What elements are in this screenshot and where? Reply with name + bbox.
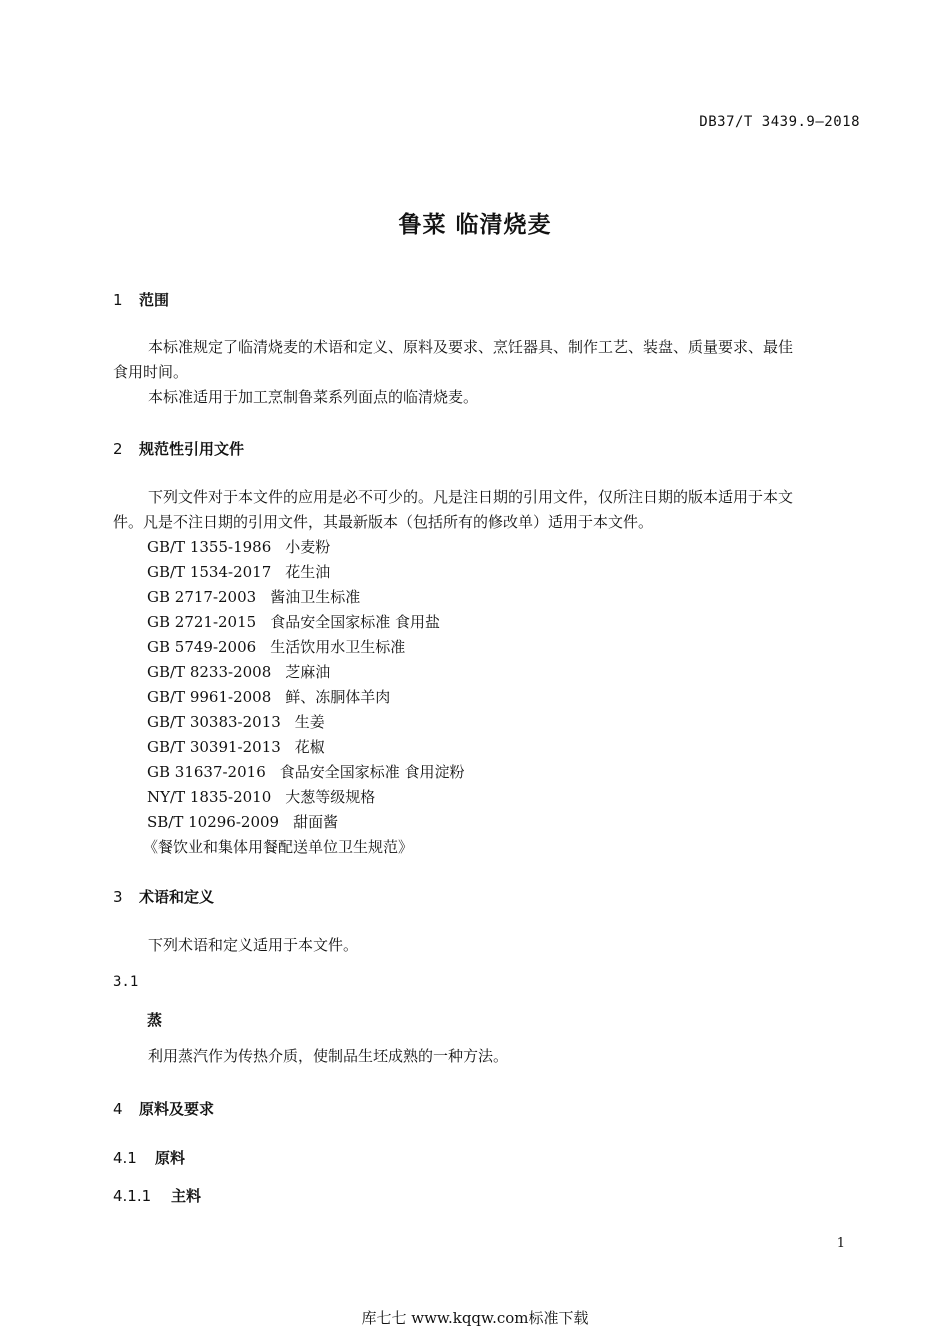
reference-item <box>147 786 375 807</box>
reference-name: 酱油卫生标准 <box>270 588 361 606</box>
reference-name: 食品安全国家标准 食用盐 <box>270 613 440 631</box>
reference-code: GB 2721-2015 <box>147 613 257 631</box>
section-title: 术语和定义 <box>139 888 215 906</box>
paragraph-line: 食用时间。 <box>113 363 189 381</box>
section-4-heading <box>113 1098 214 1119</box>
section-1-paragraph-2 <box>113 385 861 410</box>
paragraph-line: 本标准规定了临清烧麦的术语和定义、原料及要求、烹饪器具、制作工艺、装盘、质量要求、最佳 <box>148 338 794 356</box>
reference-name: 芝麻油 <box>285 663 331 681</box>
document-code: DB37/T 3439.9—2018 <box>699 114 860 130</box>
section-1-paragraph-1 <box>113 335 861 385</box>
reference-name: 鲜、冻胴体羊肉 <box>285 688 391 706</box>
reference-name: 生姜 <box>294 713 325 731</box>
reference-item <box>147 761 465 782</box>
reference-code: GB 5749-2006 <box>147 638 257 656</box>
reference-name: 小麦粉 <box>285 538 331 556</box>
reference-code: NY/T 1835-2010 <box>147 788 272 806</box>
reference-name: 大葱等级规格 <box>285 788 376 806</box>
section-title: 范围 <box>139 291 170 309</box>
section-3-heading <box>113 886 214 907</box>
reference-code: GB 31637-2016 <box>147 763 266 781</box>
section-title: 主料 <box>171 1187 202 1205</box>
reference-item <box>147 636 405 657</box>
section-title: 规范性引用文件 <box>139 440 245 458</box>
section-title: 原料及要求 <box>139 1100 215 1118</box>
paragraph-line: 利用蒸汽作为传热介质，使制品生坯成熟的一种方法。 <box>148 1047 509 1065</box>
reference-code: GB/T 8233-2008 <box>147 663 272 681</box>
reference-code: GB 2717-2003 <box>147 588 257 606</box>
term-name: 蒸 <box>147 1011 163 1029</box>
section-3-paragraph <box>113 933 861 958</box>
reference-code: GB/T 30391-2013 <box>147 738 281 756</box>
reference-name: 花生油 <box>285 563 331 581</box>
reference-item <box>147 661 330 682</box>
term-definition <box>113 1044 861 1069</box>
reference-item <box>147 711 325 732</box>
section-title: 原料 <box>155 1149 186 1167</box>
reference-item <box>147 811 338 832</box>
section-number: 4.1.1 <box>113 1187 152 1205</box>
reference-code: GB/T 30383-2013 <box>147 713 281 731</box>
reference-name: 生活饮用水卫生标准 <box>270 638 406 656</box>
reference-code: SB/T 10296-2009 <box>147 813 280 831</box>
page-number: 1 <box>836 1236 845 1251</box>
reference-code: GB/T 1355-1986 <box>147 538 272 556</box>
reference-item <box>147 536 330 557</box>
reference-code: GB/T 1534-2017 <box>147 563 272 581</box>
reference-item <box>147 586 360 607</box>
subsection-4-1-1-heading <box>113 1185 201 1206</box>
section-2-heading <box>113 438 244 459</box>
section-2-paragraph <box>113 485 861 535</box>
section-1-heading <box>113 289 169 310</box>
term-number: 3.1 <box>113 974 139 990</box>
section-number: 4 <box>113 1100 123 1118</box>
reference-name: 甜面酱 <box>293 813 339 831</box>
reference-name: 花椒 <box>294 738 325 756</box>
section-number: 3 <box>113 888 123 906</box>
section-number: 1 <box>113 291 123 309</box>
reference-item <box>147 611 440 632</box>
section-number: 4.1 <box>113 1149 137 1167</box>
reference-item <box>147 561 330 582</box>
reference-item <box>147 736 325 757</box>
reference-name: 食品安全国家标准 食用淀粉 <box>279 763 465 781</box>
page-title: 鲁菜 临清烧麦 <box>398 212 552 238</box>
paragraph-line: 下列术语和定义适用于本文件。 <box>148 936 359 954</box>
paragraph-line: 本标准适用于加工烹制鲁菜系列面点的临清烧麦。 <box>148 388 479 406</box>
section-number: 2 <box>113 440 123 458</box>
reference-item <box>147 686 390 707</box>
footer-watermark: 库七七 www.kqqw.com标准下载 <box>361 1309 589 1327</box>
reference-code: GB/T 9961-2008 <box>147 688 272 706</box>
subsection-4-1-heading <box>113 1147 185 1168</box>
reference-item-regulation: 《餐饮业和集体用餐配送单位卫生规范》 <box>143 838 414 856</box>
paragraph-line: 下列文件对于本文件的应用是必不可少的。凡是注日期的引用文件，仅所注日期的版本适用于本文 <box>148 488 794 506</box>
paragraph-line: 件。凡是不注日期的引用文件，其最新版本（包括所有的修改单）适用于本文件。 <box>113 513 654 531</box>
